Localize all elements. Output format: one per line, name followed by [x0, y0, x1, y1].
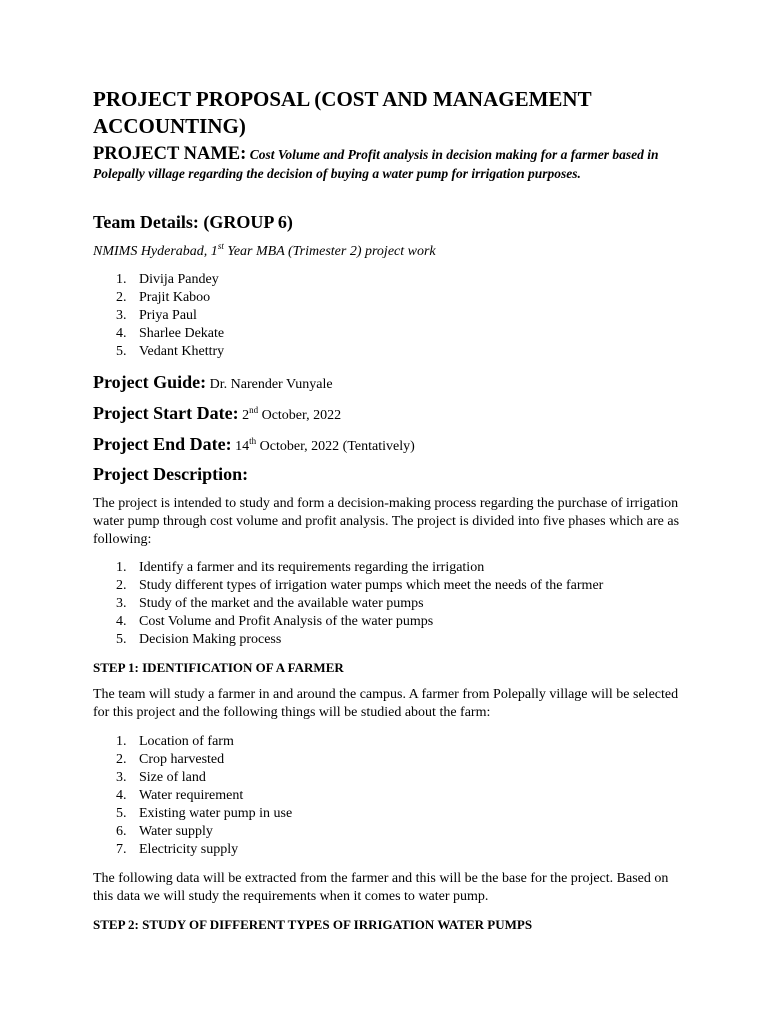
phase-text: Decision Making process [139, 632, 282, 647]
item-text: Crop harvested [139, 752, 225, 767]
start-label: Project Start Date: [93, 403, 239, 423]
start-post: October, 2022 [258, 408, 342, 423]
start-sup: nd [249, 405, 259, 415]
item-text: Location of farm [139, 734, 234, 749]
list-item [93, 307, 224, 325]
list-number: 1. [116, 272, 127, 287]
list-item [93, 595, 603, 613]
member-name: Prajit Kaboo [139, 290, 211, 305]
end-pre: 14 [231, 439, 250, 454]
member-name: Divija Pandey [139, 272, 219, 287]
list-item [93, 613, 603, 631]
list-number: 2. [116, 578, 127, 593]
phase-text: Identify a farmer and its requirements regarding the irrigation [139, 560, 485, 575]
member-name: Vedant Khettry [139, 344, 225, 359]
farm-study-list [93, 733, 292, 859]
list-item [93, 325, 224, 343]
list-number: 1. [116, 560, 127, 575]
step1-heading: STEP 1: IDENTIFICATION OF A FARMER [93, 660, 344, 675]
list-item [93, 805, 292, 823]
project-name-value: Cost Volume and Profit analysis in decision making for a farmer based in Polepally village regarding the decision of buying a water pump for irrigation purposes. [93, 147, 659, 181]
project-guide [93, 371, 333, 396]
list-item [93, 769, 292, 787]
item-text: Electricity supply [139, 842, 239, 857]
end-sup: th [249, 436, 257, 446]
phase-text: Study of the market and the available water pumps [139, 596, 424, 611]
list-item [93, 271, 224, 289]
description-paragraph: The project is intended to study and form a decision-making process regarding the purchase of irrigation water pump through cost volume and profit analysis. The project is divided into five phases which are as following: [93, 496, 680, 547]
list-number: 5. [116, 806, 127, 821]
project-name [93, 145, 683, 183]
list-number: 7. [116, 842, 127, 857]
list-number: 1. [116, 734, 127, 749]
list-number: 3. [116, 308, 127, 323]
step2-heading: STEP 2: STUDY OF DIFFERENT TYPES OF IRRIGATION WATER PUMPS [93, 917, 533, 932]
item-text: Size of land [139, 770, 206, 785]
phase-text: Cost Volume and Profit Analysis of the water pumps [139, 614, 434, 629]
list-item [93, 823, 292, 841]
description-heading: Project Description: [93, 464, 249, 484]
team-info-sup: st [217, 241, 224, 251]
start-pre: 2 [238, 408, 250, 423]
list-item [93, 733, 292, 751]
list-number: 5. [116, 632, 127, 647]
item-text: Water requirement [139, 788, 244, 803]
list-number: 4. [116, 614, 127, 629]
end-value [231, 436, 415, 454]
member-name: Priya Paul [139, 308, 197, 323]
end-post: October, 2022 (Tentatively) [256, 439, 415, 454]
list-number: 5. [116, 344, 127, 359]
list-item [93, 787, 292, 805]
team-info-pre: NMIMS Hyderabad, 1 [93, 244, 218, 259]
list-item [93, 841, 292, 859]
step1-after-paragraph: The following data will be extracted from the farmer and this will be the base for the project. Based on this data we will study the requirements when it comes to water pump. [93, 871, 669, 904]
item-text: Existing water pump in use [139, 806, 293, 821]
list-number: 6. [116, 824, 127, 839]
list-number: 2. [116, 290, 127, 305]
project-end-date [93, 433, 415, 458]
list-item [93, 751, 292, 769]
team-heading: Team Details: (GROUP 6) [93, 212, 293, 232]
team-member-list [93, 271, 224, 361]
member-name: Sharlee Dekate [139, 326, 225, 341]
step1-paragraph: The team will study a farmer in and around the campus. A farmer from Polepally village will be selected for this project and the following things will be studied about the farm: [93, 687, 679, 720]
list-number: 2. [116, 752, 127, 767]
list-item [93, 631, 603, 649]
list-number: 4. [116, 326, 127, 341]
phase-text: Study different types of irrigation water pumps which meet the needs of the farmer [139, 578, 604, 593]
list-number: 3. [116, 596, 127, 611]
list-number: 3. [116, 770, 127, 785]
project-name-label: PROJECT NAME: [93, 144, 247, 164]
list-item [93, 577, 603, 595]
project-start-date [93, 402, 341, 427]
list-item [93, 289, 224, 307]
list-number: 4. [116, 788, 127, 803]
end-label: Project End Date: [93, 434, 232, 454]
guide-label: Project Guide: [93, 372, 207, 392]
list-item [93, 343, 224, 361]
phase-list [93, 559, 603, 649]
team-info [93, 243, 436, 261]
item-text: Water supply [139, 824, 213, 839]
page-title: PROJECT PROPOSAL (COST AND MANAGEMENT ACCOUNTING) [93, 87, 592, 138]
start-value [238, 405, 342, 423]
guide-value: Dr. Narender Vunyale [206, 377, 333, 392]
team-info-post: Year MBA (Trimester 2) project work [223, 244, 436, 259]
list-item [93, 559, 603, 577]
